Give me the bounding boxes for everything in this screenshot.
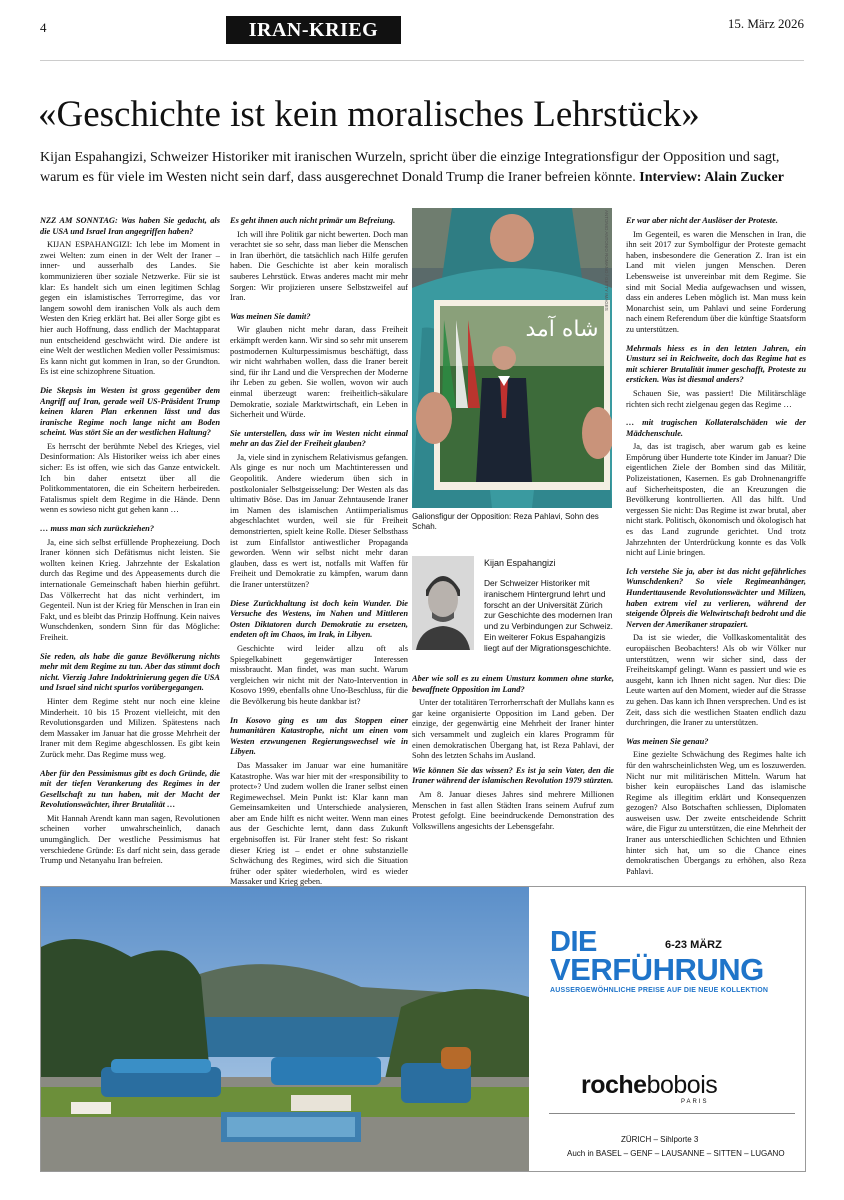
brand-logo (581, 1071, 717, 1100)
interview-answer: Ja, das ist tragisch, aber warum gab es keine Empörung über Hunderte tote Kinder im Januar? Die eigentlichen Ziele der Bomben sind das Militär, Polizeistationen, Kasernen. Es gab Drohnenangriffe auf Sicherheitsposten, die an Kreuzungen die Bevölkerung kontrollierten. All das hilft. Und vergessen Sie nicht: Das Regime ist zwar brutal, aber nicht stark. Politisch, ökonomisch und ökologisch hat es das Land zugrunde gerichtet. Und trotz Jahrzehnten der Unterdrückung konnte es das Volk nicht auf Linie bringen. (626, 442, 806, 558)
interview-question: Ich verstehe Sie ja, aber ist das nicht gefährliches Wunschdenken? So viele Regimeanhänger, Hunderttausende Revolutionswächter und Milizen, haben extrem viel zu verlieren, während der steigende Ölpreis die Weltwirtschaft bedroht und die Nerven der Amerikaner strapaziert. (626, 566, 806, 629)
interview-question: Diese Zurückhaltung ist doch kein Wunder. Die Versuche des Westens, im Nahen und Mittleren Osten Diktatoren durch Demokratie zu ersetzen, endeten oft im Chaos, im Irak, in Libyen. (230, 598, 408, 640)
store-cities: Auch in BASEL – GENF – LAUSANNE – SITTEN – LUGANO (567, 1149, 785, 1158)
interview-answer: Da ist sie wieder, die Vollkaskomentalität des europäischen Beobachters! Als ob wir Völker nur unterstützen, wenn wir sicher sind, dass der Freiheitskampf gelingt. Wann es passiert und wie es ausgeht, kann ich Ihnen nicht sagen. Nur dies: Die Leute warten auf den Moment, wieder auf die Strasse zu gehen. Das kann ich Ihnen versprechen. Und es ist Zeit, dass sich die westlichen Staaten endlich dazu durchringen, die Iraner zu unterstützen. (626, 633, 806, 728)
main-photo (412, 208, 612, 508)
interview-question: Er war aber nicht der Auslöser der Proteste. (626, 216, 778, 225)
interview-answer: Das Massaker im Januar war eine humanitäre Katastrophe. Was war hier mit der «responsibility to protect»? Und zudem wollen die Iraner selbst einen Regimewechsel. Mein Punkt ist: Klar kann man Gemeinsamkeiten und Unterschiede analysieren, aber am Ende hilft es nicht weiter. Wenn man eines aus der Geschichte lernt, dann dass Zukunft ergebnisoffen ist. Für Iraner steht fest: So riskant dieser Krieg ist – endet er ohne substanzielle Schwächung des Regimes, wird sich die Situation früher oder später wiederholen, wird es wieder Massaker und Krieg geben. (230, 760, 408, 887)
store-address: ZÜRICH – Sihlporte 3 (621, 1135, 699, 1144)
photo-caption: Galionsfigur der Opposition: Reza Pahlavi, Sohn des Schah. (412, 512, 599, 531)
interview-answer: Ja, viele sind in zynischem Relativismus gefangen. Als ginge es nur noch um Machtinteressen und Geopolitik. Andere wiederum üben sich in postkolonialer Selbstgeisselung: Der Westen als das ultimativ Böse. Das im Januar Zehntausende Iraner im Namen des islamischen Antiimperialismus abgeschlachtet wurden, weil sie für Freiheit demonstrierten, spielt keine Rolle. Dieser Selbsthass ist zum Einfallstor antiwestlicher Propaganda geworden. Wenn wir selbst nicht mehr daran glauben, dass es wert ist, notfalls mit Waffen für Freiheit und Demokratie zu kämpfen, warum dann die Iraner unterstützen? (230, 452, 408, 589)
interview-question: Sie reden, als habe die ganze Bevölkerung nichts mehr mit dem Regime zu tun. Aber das stimmt doch nicht. Vierzig Jahre Indoktrinierung gegen die USA und Israel sind nicht spurlos vorübergegangen. (40, 651, 220, 693)
brand-city: PARIS (681, 1099, 709, 1105)
lead-text: Kijan Espahangizi, Schweizer Historiker mit iranischen Wurzeln, spricht über die einzige Integrationsfigur der Opposition und sagt, warum es für viele im Westen nicht sein darf, dass ausgerechnet Donald Trump die Iraner befreien könnte. (40, 150, 780, 185)
ad-photo (41, 887, 529, 1171)
issue-date: 15. März 2026 (727, 16, 804, 31)
interview-question: Mehrmals hiess es in den letzten Jahren, ein Umsturz sei in Reichweite, doch das Regime hat es mit schierer Brutalität immer geschafft, Proteste zu ersticken. Was ist diesmal anders? (626, 343, 806, 385)
advertisement (40, 886, 806, 1172)
interview-question: Aber wie soll es zu einem Umsturz kommen ohne starke, bewaffnete Opposition im Land? (412, 674, 614, 694)
photo-credit: ANTONIO ANTONIO ROMANO / GETTY IMAGES (604, 210, 609, 311)
interview-answer: Schauen Sie, was passiert! Die Militärschläge richten sich recht zielgenau gegen das Regime … (626, 388, 806, 409)
interview-question: … mit tragischen Kollateralschäden wie der Mädchenschule. (626, 418, 806, 438)
interview-answer: Hinter dem Regime steht nur noch eine kleine Minderheit. 10 bis 15 Prozent vielleicht, mit den Revolutionsgarden und Milizen. Spätestens nach dem Massaker im Januar hat die grosse Mehrheit der Iraner mit dem Regime abgeschlossen. Es gibt kein Zurück mehr. Das Regime muss weg. (40, 696, 220, 759)
ad-divider (549, 1113, 795, 1114)
column-1 (40, 208, 220, 888)
column-2 (230, 208, 408, 888)
interview-question: Wie können Sie das wissen? Es ist ja sein Vater, den die Iraner während der islamischen Revolution 1979 stürzten. (412, 765, 614, 786)
column-4 (626, 208, 806, 888)
interview-answer: Eine gezielte Schwächung des Regimes halte ich für den wahrscheinlichsten Weg, um es loszuwerden. Nicht nur mit militärischen Mitteln. Warum hat bisher kein europäisches Land das islamische Regime als illegitim erklärt und Konsequenzen gezogen? Also Botschaften schliessen, Diplomaten ausweisen usw. Der zweite entscheidende Schritt wäre, die Figur zu unterstützen, die eine Mehrheit der Iraner aus unterschiedlichen Schichten und Ethnien hinter sich hat, um so die Chance eines demokratischen Übergangs zu erhöhen, also Reza Pahlavi. (626, 750, 806, 876)
interview-question: NZZ AM SONNTAG: Was haben Sie gedacht, als die USA und Israel Iran angegriffen haben? (40, 216, 220, 236)
interview-question: Es geht ihnen auch nicht primär um Befreiung. (230, 216, 396, 225)
brand-bold: roche (581, 1071, 647, 1099)
ad-dates: 6-23 MÄRZ (665, 939, 722, 951)
ad-title-line2: VERFÜHRUNG (550, 952, 764, 987)
author-portrait (412, 556, 474, 650)
interview-answer: KIJAN ESPAHANGIZI: Ich lebe im Moment in zwei Welten: zum einen in der Welt der Iraner – inner- und ausserhalb des Landes. Sie kommunizieren über soziale Netzwerke. Für sie ist klar: Es handelt sich um einen legitimen Schlag gegen ein islamistisches Terrorregime, das vor langem sowohl dem iranischen Volk als auch dem Westen den Krieg erklärt hat. Bei aller Sorge gibt es hier auch Hoffnung, dass endlich der Machtapparat nun entscheidend geschwächt wird. Die andere ist eine Welt der westlichen Medien voller Pessimismus: Es kann nicht gut kommen in Iran, so der Grundton. Es ist eine schizophrene Situation. (40, 240, 220, 377)
ad-title-line1: DIE (550, 926, 597, 958)
headline: «Geschichte ist kein moralisches Lehrstück» (38, 94, 700, 135)
bio-name: Kijan Espahangizi (484, 558, 556, 568)
interview-answer: Mit Hannah Arendt kann man sagen, Revolutionen scheinen vorher unwahrscheinlich, danach unumgänglich. Der westliche Pessimismus hat verschiedene Gründe: Es darf nicht sein, dass gerade Trump und Netanyahu Iran befreien. (40, 813, 220, 866)
protester-with-sign-image (412, 208, 612, 508)
interview-question: Was meinen Sie damit? (230, 311, 311, 321)
interview-question: Aber für den Pessimismus gibt es doch Gründe, die mit der tiefen Verankerung des Regimes in der Gesellschaft zu tun haben, mit der Macht der Revolutionswächter, ihrer Brutalität … (40, 768, 220, 810)
section-tag: IRAN-KRIEG (226, 16, 401, 44)
top-rule (40, 60, 804, 61)
terrace-furniture-image (41, 887, 529, 1171)
interview-answer: Am 8. Januar dieses Jahres sind mehrere Millionen Menschen in fast allen Städten Irans seinem Aufruf zum Protest gefolgt. Eine beeindruckende Demonstration des Volkswillens angesichts der Lebensgefahr. (412, 789, 614, 831)
sign-text: شاه آمد (525, 317, 599, 342)
interview-answer: Wir glauben nicht mehr daran, dass Freiheit erkämpft werden kann. Wir sind so sehr mit unserem postmodernen Kulturpessimismus beschäftigt, dass wir nicht wahrhaben wollen, dass die Iraner bereit sind, für ihr Land und die Versprechen der Moderne ihr Leben zu geben. Sie wollen, wovon wir auch einmal überzeugt waren: freiheitlich-säkulare Demokratie, soziale Marktwirtschaft, ein Leben in Sicherheit und Würde. (230, 325, 408, 420)
interview-question: … muss man sich zurückziehen? (40, 524, 155, 534)
interview-answer: Im Gegenteil, es waren die Menschen in Iran, die ihn seit 2017 zur Symbolfigur der Proteste gemacht haben, insbesondere die Generation Z. Iran ist ein Land mit vielen jungen Menschen. Deren Lebensweise ist unvereinbar mit dem Regime. Sie sind mit Social Media aufgewachsen und wissen, dass ein anderes Leben möglich ist. Man muss kein Monarchist sein, um Pahlavi und seine Forderung nach einem Referendum über die künftige Staatsform zu unterstützen. (626, 229, 806, 334)
brand-light: bobois (646, 1071, 718, 1099)
ad-subtitle: AUSSERGEWÖHNLICHE PREISE AUF DIE NEUE KOLLEKTION (550, 987, 769, 994)
interview-answer: Es herrscht der berühmte Nebel des Krieges, viel Desinformation: Als Historiker weiss ich aber eines sicher: Es ist offen, wie sich das Ganze entwickelt. Ich bin daher entsetzt über all die Politkommentatoren, die ein Scheitern herbeireden. Fatalismus spielt dem Regime in die Hände. Denn wenn es sowieso nicht gut gehen kann … (40, 441, 220, 515)
interview-answer: Ja, eine sich selbst erfüllende Prophezeiung. Doch Iraner können sich Defätismus nicht leisten. Sie wollten keinen Krieg. Jahrzehnte der Eskalation durch das Regime und des Appeasements durch die internationale Gemeinschaft haben hierhin geführt. Das Völkerrecht hat das nicht verhindert, im Gegenteil. Nun ist der Krieg für Menschen in Iran ein Fakt, und es bleibt das Prinzip Hoffnung. Kein naives Wunschdenken, sondern Sinn für das Mögliche: Freiheit. (40, 537, 220, 642)
author-line: Interview: Alain Zucker (639, 169, 784, 185)
interview-question: Sie unterstellen, dass wir im Westen nicht einmal mehr an das Ziel der Freiheit glauben? (230, 428, 408, 449)
interview-question: In Kosovo ging es um das Stoppen einer humanitären Katastrophe, nicht um einen vom Westen erzwungenen Regierungswechsel wie in Libyen. (230, 715, 408, 757)
interview-question: Was meinen Sie genau? (626, 736, 709, 746)
portrait-image (412, 556, 474, 650)
column-3 (412, 670, 614, 890)
interview-answer: Ich will ihre Politik gar nicht bewerten. Doch man verachtet sie so sehr, dass man lieber die Menschen in Iran überhört, die tatsächlich nach Hilfe gerufen haben. Die Geschichte ist aber kein moralisch sauberes Lehrstück. Etwas anderes macht mir mehr Sorgen: Wir projizieren unsere Selbstzweifel auf Iran. (230, 229, 408, 303)
interview-answer: Geschichte wird leider allzu oft als Spiegelkabinett gegenwärtiger Interessen missbraucht. Man findet, was man sucht. Warum vergleichen wir nicht mit der Nato-Intervention in Kosovo 1999, ebenfalls ohne Uno-Beschluss, für die die Bevölkerung bis heute dankbar ist? (230, 643, 408, 706)
lead-paragraph (40, 148, 806, 187)
interview-question: Die Skepsis im Westen ist gross gegenüber dem Angriff auf Iran, gerade weil US-Präsident Trump keinen klaren Plan erkennen lässt und das iranische Regime noch lange nicht am Boden scheint. Was stört Sie an der westlichen Haltung? (40, 385, 220, 438)
interview-answer: Unter der totalitären Terrorherrschaft der Mullahs kann es gar keine organisierte Opposition im Land geben. Der einzige, der gegenwärtig eine Mehrheit der Iraner hinter sich versammelt und zugleich ein klares Programm für einen demokratischen Übergang hat, ist Reza Pahlavi, der Sohn des letzten Schahs im Ausland. (412, 698, 614, 761)
bio-text: Der Schweizer Historiker mit iranischem Hintergrund lehrt und forscht an der Universität Zürich zur Geschichte des modernen Iran und zu Verbindungen zur Schweiz. Ein weiterer Fokus Espahangizis liegt auf der Migrationsgeschichte. (484, 578, 613, 653)
page-number: 4 (40, 20, 47, 35)
